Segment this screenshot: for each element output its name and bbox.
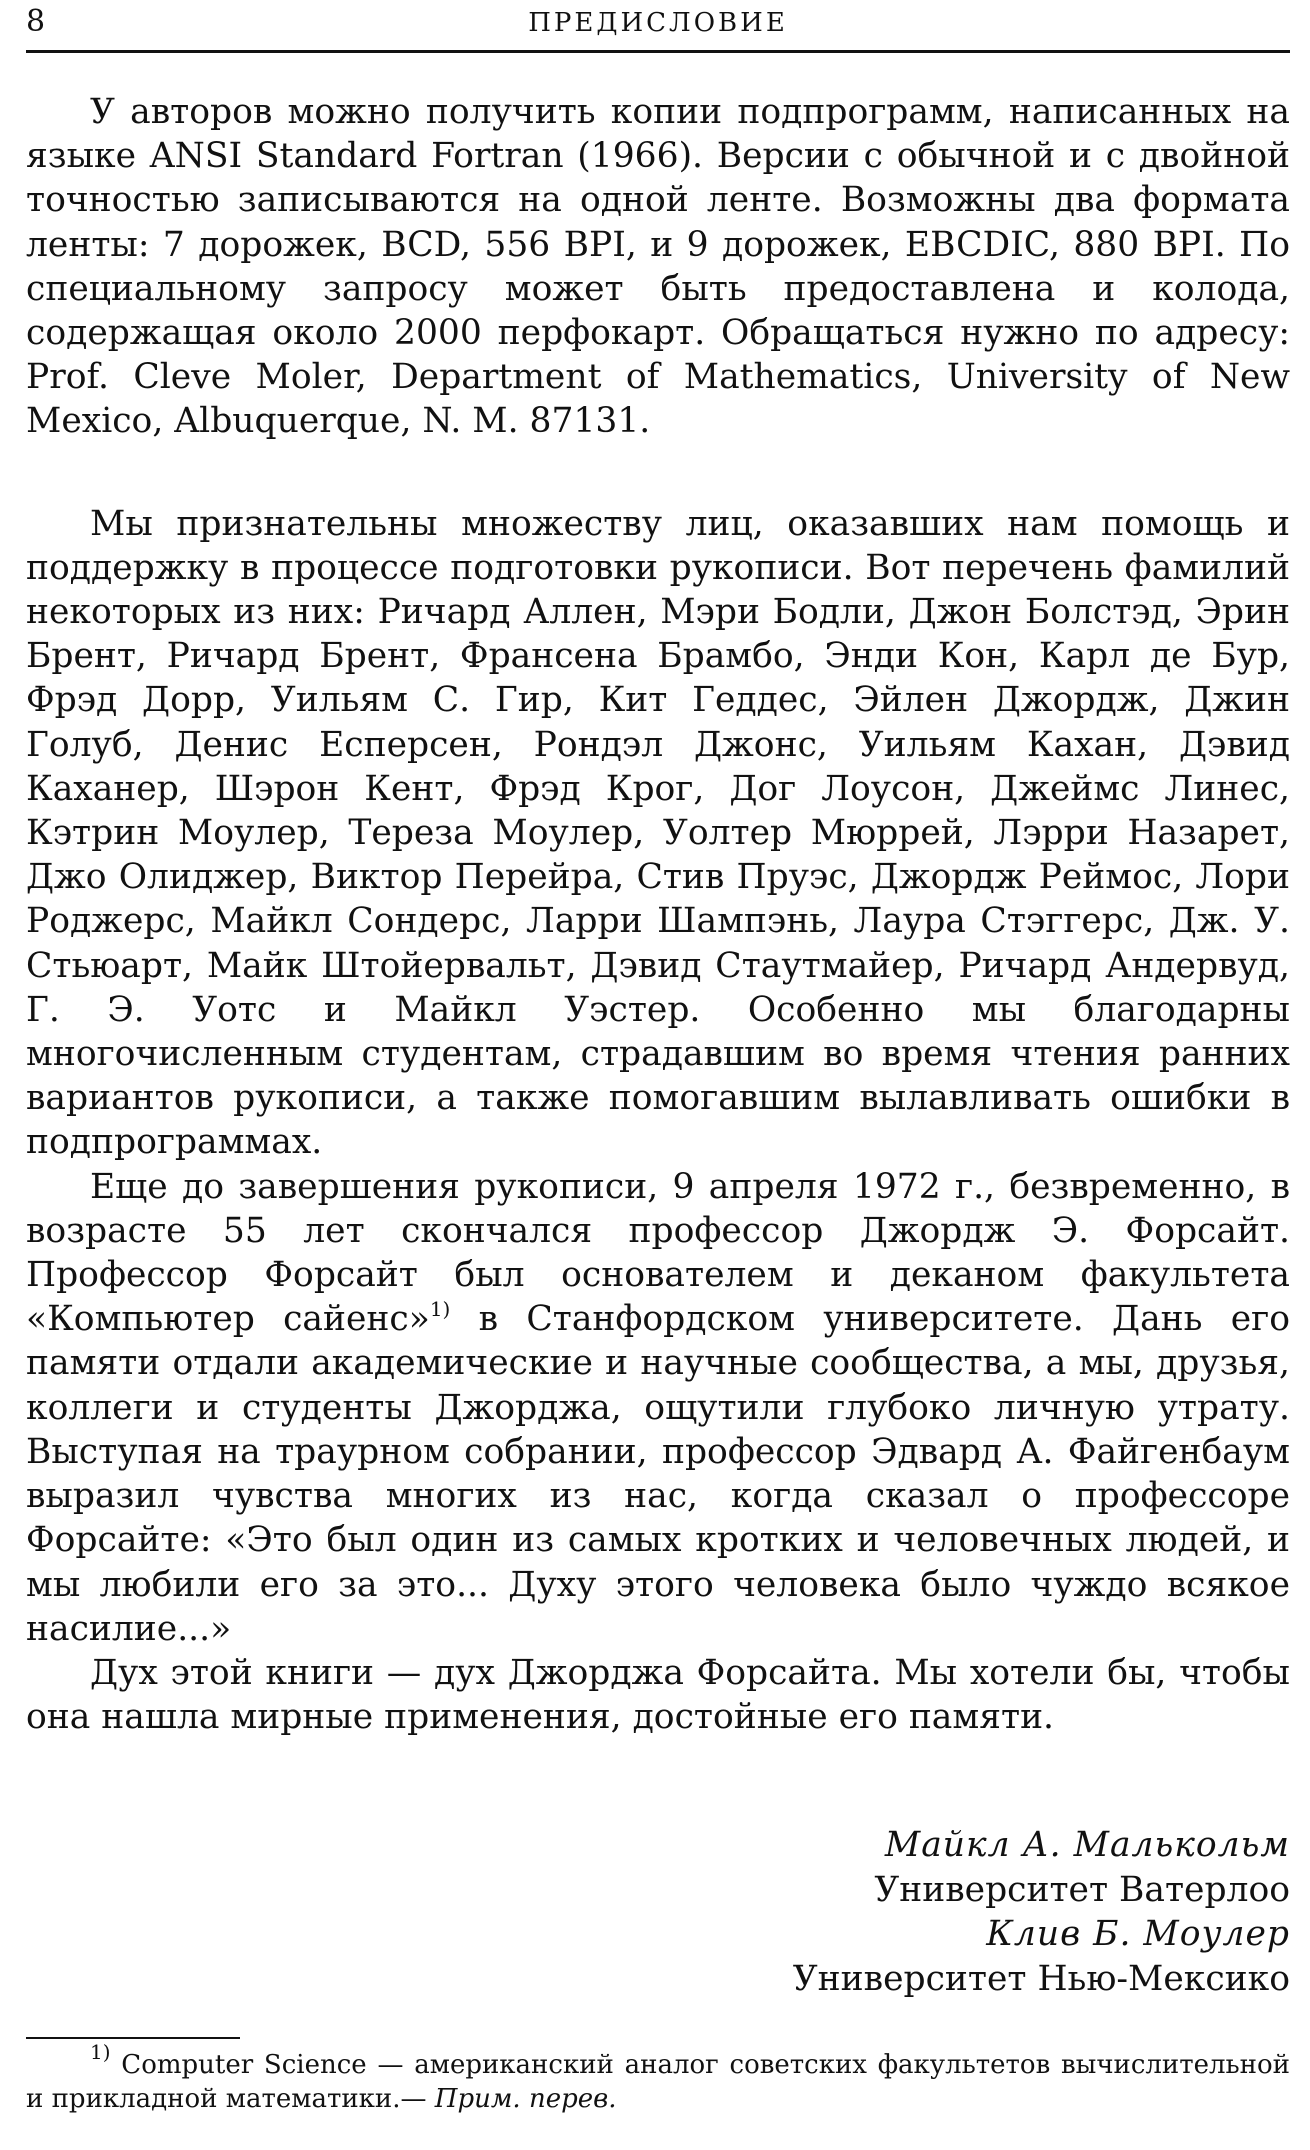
book-page — [26, 0, 1290, 2150]
paragraph-forsythe-start: Еще до завершения рукописи, 9 апреля 1972 г., безвременно, в возрасте 55 лет скончался профессор Джордж Э. Форсайт. Профессор Форсайт был основателем и деканом факультета «Компьютер сайенс» — [26, 1166, 1290, 1340]
paragraph-acknowledgements: Мы признательны множеству лиц, оказавших нам помощь и поддержку в процессе подготовки рукописи. Вот перечень фамилий некоторых из них: Ричард Аллен, Мэри Бодли, Джон Болстэд, Эрин Брент, Ричард Брент, Франсена Брамбо, Энди Кон, Карл де Бур, Фрэд Дорр, Уильям С. Гир, Кит Геддес, Эйлен Джордж, Джин Голуб, Денис Есперсен, Рондэл Джонс, Уильям Кахан, Дэвид Каханер, Шэрон Кент, Фрэд Крог, Дог Лоусон, Джеймс Линес, Кэтрин Моулер, Тереза Моулер, Уолтер Мюррей, Лэрри Назарет, Джо Олиджер, Виктор Перейра, Стив Пруэс, Джордж Реймос, Лори Роджерс, Майкл Сондерс, Ларри Шампэнь, Лаура Стэггерс, Дж. У. Стьюарт, Майк Штойервальт, Дэвид Стаутмайер, Ричард Андервуд, Г. Э. Уотс и Майкл Уэстер. Особенно мы благодарны многочисленным студентам, страдавшим во время чтения ранних вариантов рукописи, а также помогавшим вылавливать ошибки в подпрограммах. — [26, 503, 1290, 1163]
signatures — [590, 1823, 1290, 2001]
page-number: 8 — [26, 4, 46, 39]
footnote-divider — [26, 2037, 240, 2039]
footnote-text: Computer Science — американский аналог советских факультетов вычислительной и прикладной математики.— — [26, 2050, 1290, 2114]
footnote — [26, 2040, 1290, 2116]
paragraph-forsythe — [26, 1165, 1290, 1651]
footnote-marker: 1) — [90, 2040, 111, 2064]
paragraph-tape-info: У авторов можно получить копии подпрограмм, написанных на языке ANSI Standard Fortran (1966). Версии с обычной и с двойной точностью записываются на одной ленте. Возможны два формата ленты: 7 дорожек, BCD, 556 BPI, и 9 дорожек, EBCDIC, 880 BPI. По специальному запросу может быть предоставлена и колода, содержащая около 2000 перфокарт. Обращаться нужно по адресу: Prof. Cleve Moler, Department of Mathematics, University of New Mexico, Albuquerque, N. M. 87131. — [26, 92, 1290, 442]
running-title: ПРЕДИСЛОВИЕ — [528, 8, 788, 38]
signature-affiliation: Университет Нью-Мексико — [792, 1958, 1290, 1999]
signature-name: Клив Б. Моулер — [986, 1914, 1290, 1954]
signature-name: Майкл А. Малькольм — [884, 1825, 1290, 1865]
running-head — [26, 0, 1290, 53]
footnote-marker: 1) — [429, 1297, 451, 1322]
signature-affiliation: Университет Ватерлоо — [874, 1869, 1290, 1910]
footnote-translator-note: Прим. перев. — [434, 2084, 617, 2114]
paragraph-forsythe-end: в Станфордском университете. Дань его памяти отдали академические и научные сообщества, а мы, друзья, коллеги и студенты Джорджа, ощутили глубоко личную утрату. Выступая на траурном собрании, профессор Эдвард А. Файгенбаум выразил чувства многих из нас, когда сказал о профессоре Форсайте: «Это был один из самых кротких и человечных людей, и мы любили его за это... Духу этого человека было чуждо всякое насилие...» — [26, 1299, 1290, 1649]
body-text — [26, 90, 1290, 1739]
paragraph-spirit: Дух этой книги — дух Джорджа Форсайта. Мы хотели бы, чтобы она нашла мирные применения, достойные его памяти. — [26, 1652, 1290, 1738]
